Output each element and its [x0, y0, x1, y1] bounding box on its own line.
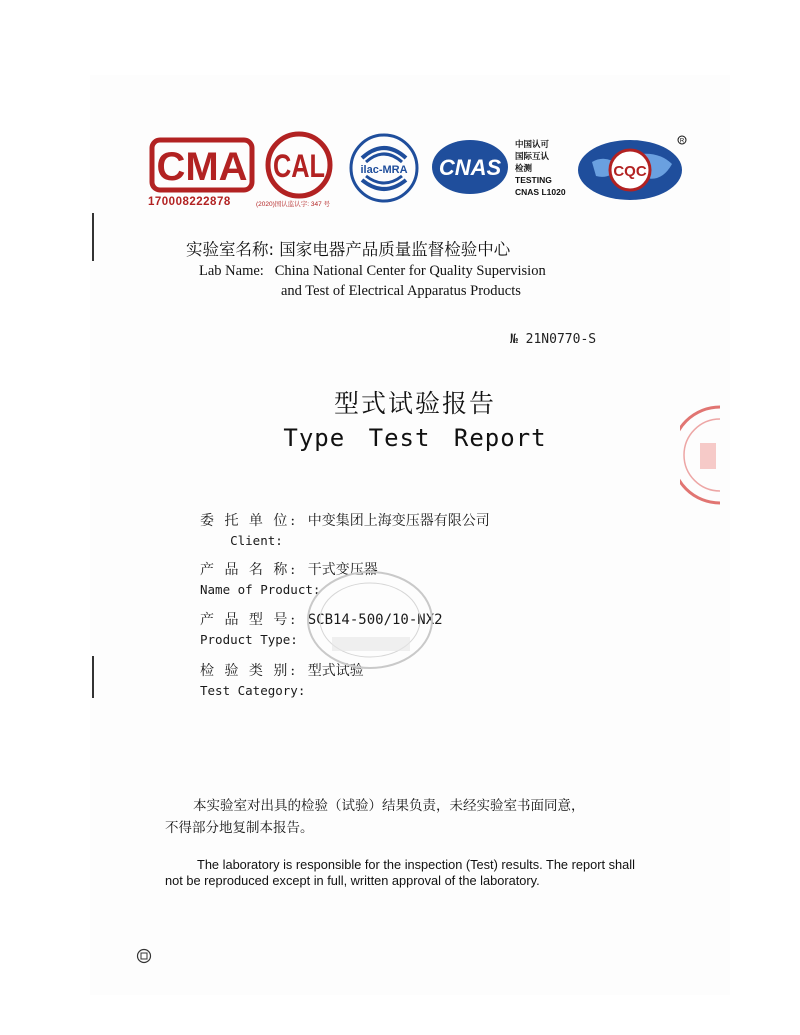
footer-print-mark-icon: [136, 948, 152, 964]
field-label-cn: 产 品 型 号:: [200, 612, 299, 628]
cal-logo: [263, 130, 335, 200]
notice-en: [165, 857, 675, 889]
notice-en-line1: The laboratory is responsible for the inspection (Test) results. The report shall: [197, 857, 635, 872]
cal-logo-text: CAL: [273, 148, 325, 184]
ilac-logo-text: ilac-MRA: [360, 164, 408, 176]
cma-logo: [148, 134, 256, 196]
field-label-en: Name of Product:: [200, 582, 321, 597]
title-en: Type Test Report: [283, 424, 547, 452]
report-number: № 21N0770-S: [510, 332, 597, 347]
lab-name-en-line1: Lab Name: China National Center for Quality Supervision: [199, 263, 546, 279]
field-client: [200, 510, 490, 548]
cnas-side-line: CNAS L1020: [515, 187, 566, 197]
field-value: SCB14-500/10-NX2: [307, 612, 443, 628]
accreditation-logos: [148, 130, 688, 210]
field-value: 型式试验: [307, 663, 364, 679]
field-label-en: Client:: [200, 533, 283, 548]
svg-text:R: R: [679, 138, 685, 145]
notice-en-line2: not be reproduced except in full, written approval of the laboratory.: [165, 873, 540, 888]
red-seal-stamp: [680, 405, 720, 505]
cnas-side-line: 国际互认: [515, 151, 550, 161]
binding-mark: [92, 213, 94, 261]
field-label-cn: 检 验 类 别:: [200, 663, 299, 679]
field-label-cn: 产 品 名 称:: [200, 562, 299, 578]
cnas-logo-text: CNAS: [438, 155, 502, 180]
field-label-cn: 委 托 单 位:: [200, 513, 299, 529]
field-label-en: Test Category:: [200, 683, 306, 698]
cma-number: 170008222878: [148, 196, 231, 208]
title-cn: 型式试验报告: [333, 389, 496, 418]
lab-name-cn: 实验室名称: 国家电器产品质量监督检验中心: [186, 240, 511, 259]
cnas-side-line: 中国认可: [515, 139, 550, 149]
faint-seal-stamp: [300, 565, 440, 675]
cnas-logo: [430, 138, 510, 196]
cma-logo-text: CMA: [156, 145, 248, 189]
cqc-globe-logo: [576, 132, 688, 202]
field-label-en: Product Type:: [200, 632, 298, 647]
field-value: 干式变压器: [307, 562, 378, 578]
notice-cn-line1: 本实验室对出具的检验（试验）结果负责，未经实验室书面同意，: [193, 798, 585, 814]
cqc-logo-text: CQC: [613, 163, 647, 180]
lab-name-en: [199, 261, 546, 301]
ilac-mra-logo: [348, 132, 420, 204]
cnas-accreditation-text: [515, 138, 566, 198]
cnas-side-line: TESTING: [515, 175, 552, 185]
notice-cn-line2: 不得部分地复制本报告。: [165, 820, 314, 836]
cnas-side-line: 检测: [515, 163, 533, 173]
cal-number: (2020)国认监认字: 347 号: [256, 201, 331, 208]
field-value: 中变集团上海变压器有限公司: [307, 513, 490, 529]
notice-cn: [165, 795, 585, 839]
binding-mark: [92, 656, 94, 698]
lab-name-en-line2: and Test of Electrical Apparatus Products: [281, 283, 521, 299]
